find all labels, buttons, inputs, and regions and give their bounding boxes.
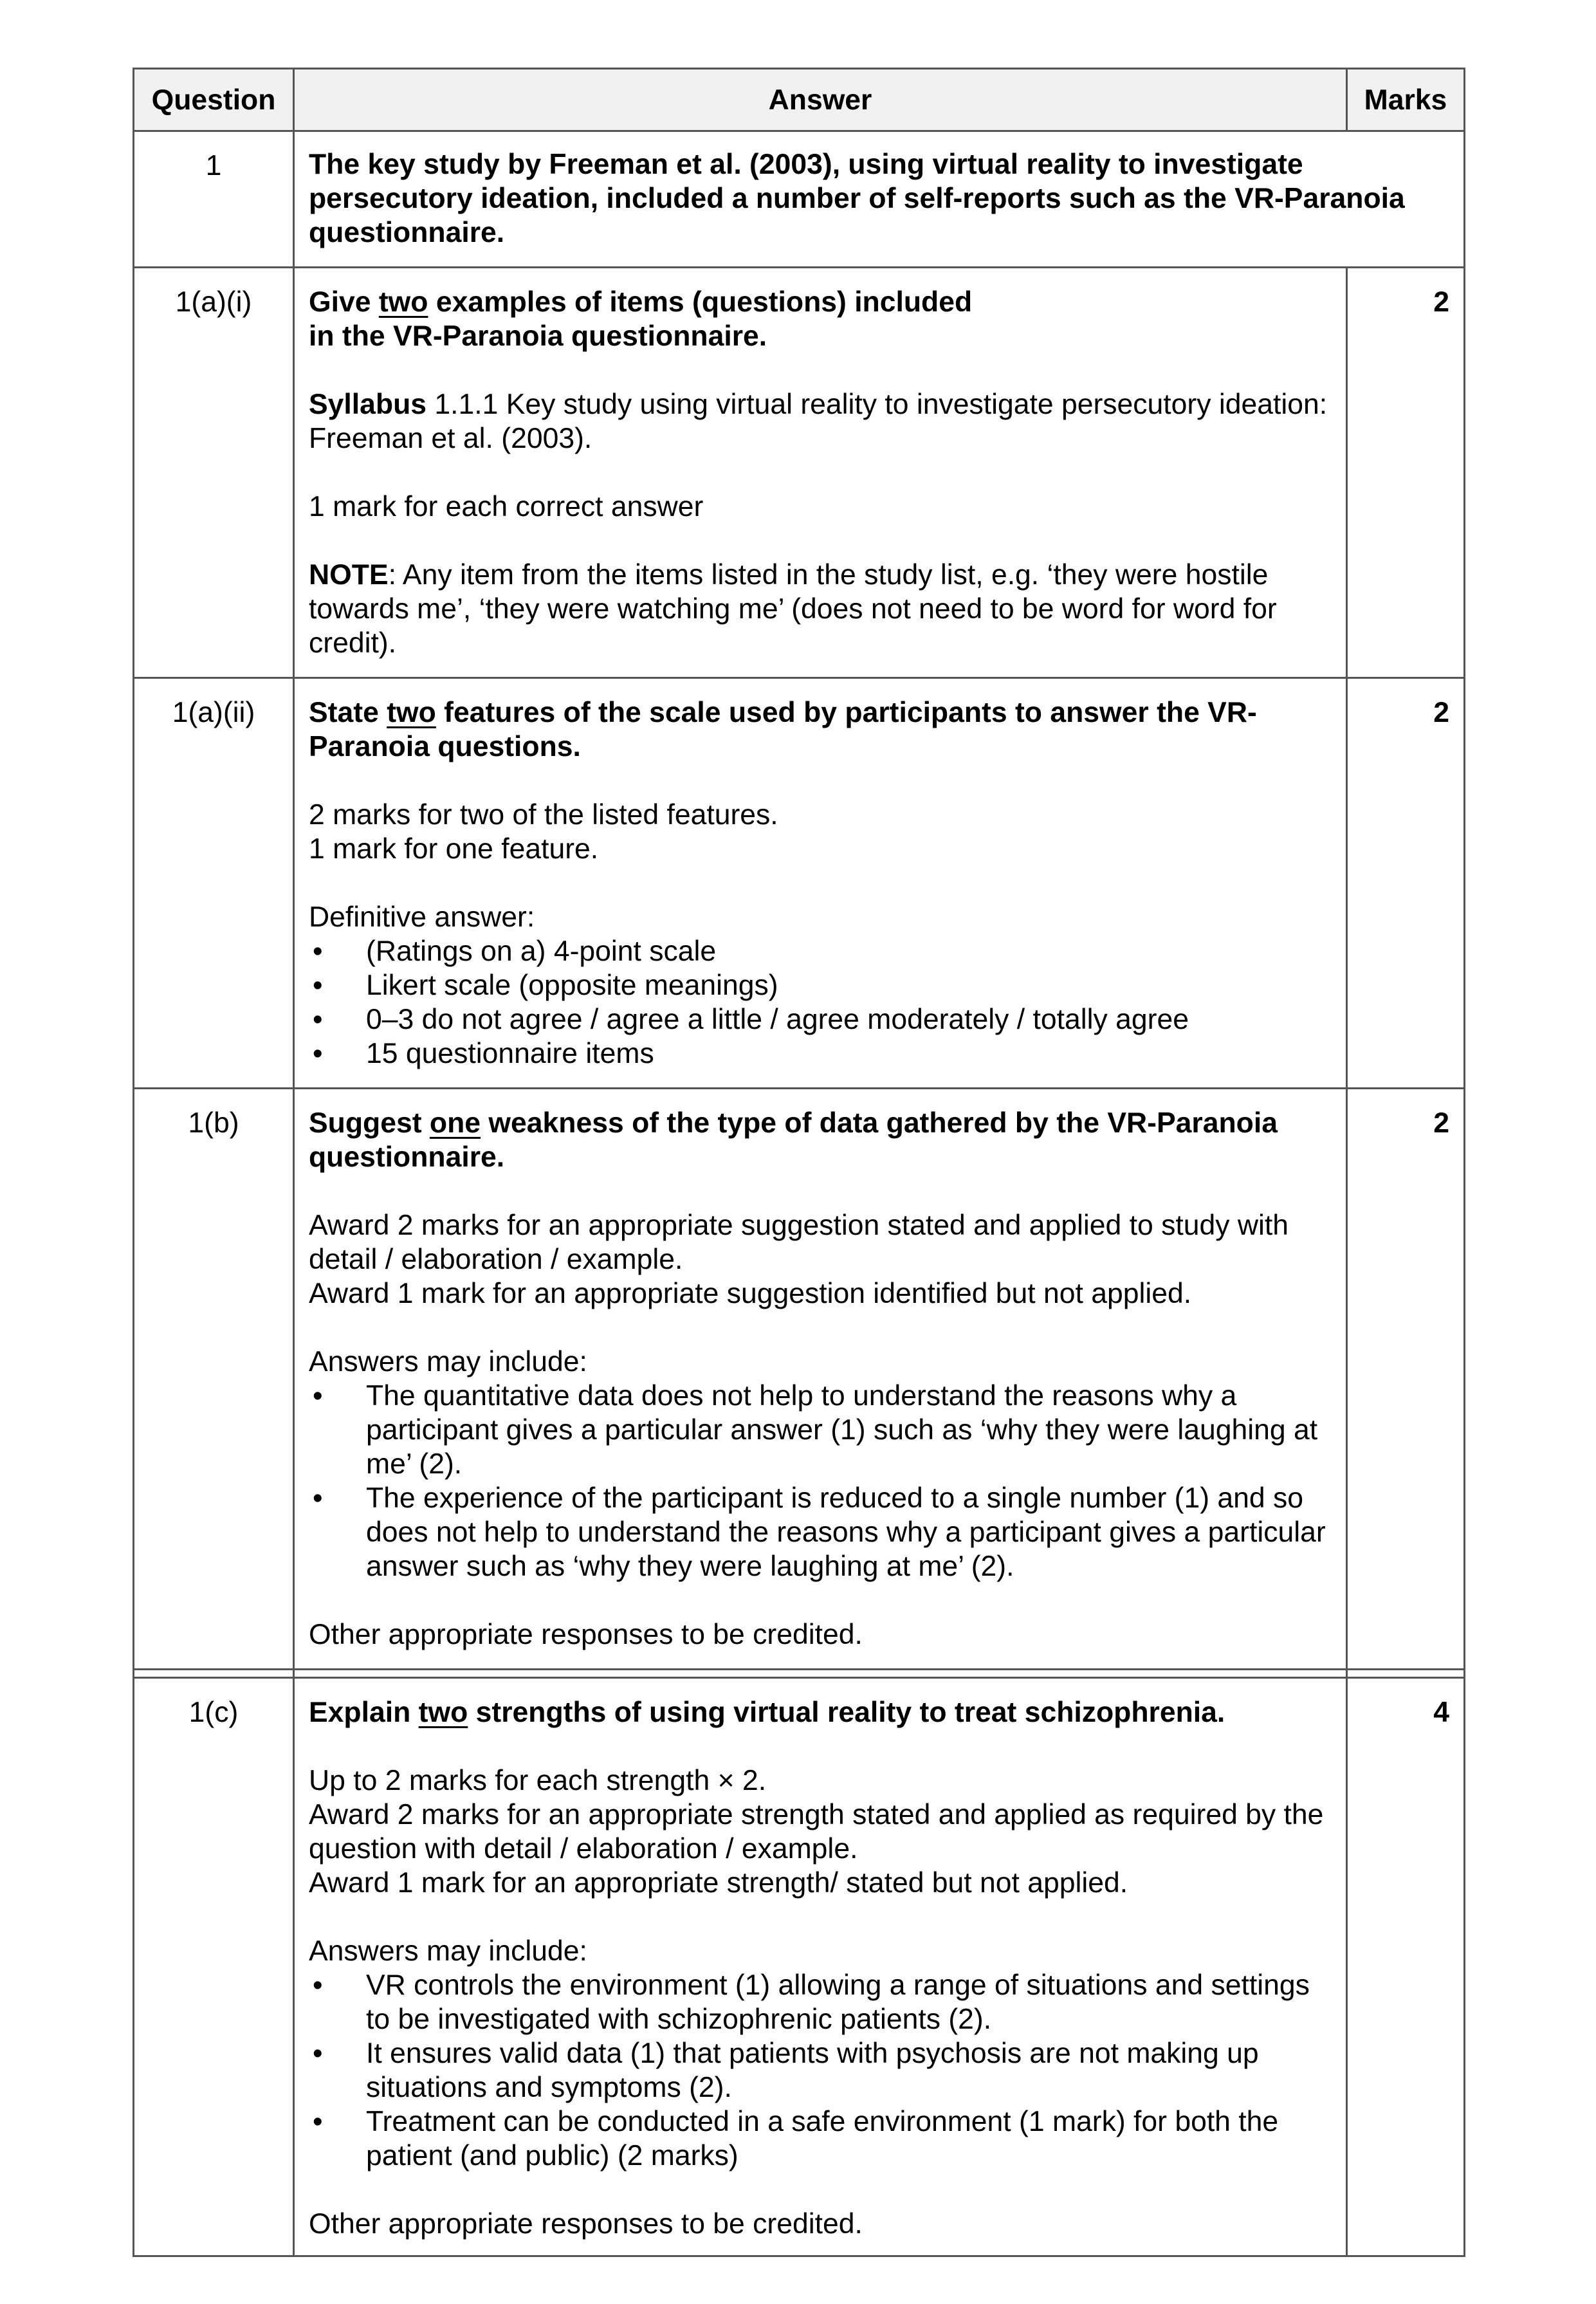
- question-number: 1(a)(ii): [134, 678, 294, 1089]
- question-number: 1: [134, 131, 294, 268]
- header-marks: Marks: [1347, 69, 1465, 131]
- footer-note: Other appropriate responses to be credited.: [309, 1619, 863, 1650]
- note: [309, 558, 1332, 660]
- list-item: • 15 questionnaire items: [309, 1037, 1332, 1071]
- mark-line: Award 1 mark for an appropriate suggestion identified but not applied.: [309, 1278, 1192, 1309]
- answer-cell: [294, 268, 1347, 678]
- mark-line: 2 marks for two of the listed features.: [309, 799, 778, 831]
- mark-line: Award 1 mark for an appropriate strength/ stated but not applied.: [309, 1867, 1128, 1899]
- syllabus-text: 1.1.1 Key study using virtual reality to investigate persecutory ideation: Freeman et al. (2003).: [309, 389, 1328, 454]
- question-intro: [294, 131, 1465, 268]
- list-item: • Likert scale (opposite meanings): [309, 968, 1332, 1002]
- row-separator: [134, 1670, 1465, 1678]
- note-label: NOTE: [309, 559, 389, 591]
- header-question: Question: [134, 69, 294, 131]
- mark-guidance: [309, 1208, 1332, 1311]
- marks-value: 4: [1347, 1678, 1465, 2256]
- prompt-emphasis: two: [418, 1697, 468, 1728]
- mark-guidance: [309, 798, 1332, 866]
- question-prompt: [309, 696, 1332, 764]
- answer-list: [309, 934, 1332, 1071]
- mark-guidance: 1 mark for each correct answer: [309, 491, 704, 522]
- mark-line: Award 2 marks for an appropriate suggestion stated and applied to study with detail / elaboration / example.: [309, 1210, 1289, 1275]
- prompt-emphasis: two: [378, 286, 428, 318]
- prompt-text: strengths of using virtual reality to treat schizophrenia.: [468, 1697, 1225, 1728]
- question-prompt: [309, 285, 1332, 353]
- list-item: • Treatment can be conducted in a safe environment (1 mark) for both the patient (and public) (2 marks): [309, 2105, 1332, 2173]
- marks-value: 2: [1347, 678, 1465, 1089]
- prompt-emphasis: one: [429, 1107, 481, 1139]
- answer-list: [309, 1968, 1332, 2173]
- mark-guidance: [309, 1764, 1332, 1900]
- list-heading: Definitive answer:: [309, 901, 535, 933]
- list-item: • It ensures valid data (1) that patients with psychosis are not making up situations and symptoms (2).: [309, 2036, 1332, 2105]
- question-prompt: [309, 1695, 1332, 1729]
- mark-scheme-table: [133, 68, 1465, 2257]
- note-text: : Any item from the items listed in the study list, e.g. ‘they were hostile towards me’, ‘they were watching me’ (does not need to be word for word for credit).: [309, 559, 1277, 659]
- list-heading: Answers may include:: [309, 1935, 587, 1967]
- marks-value: 2: [1347, 1089, 1465, 1670]
- list-item: • VR controls the environment (1) allowing a range of situations and settings to be investigated with schizophrenic patients (2).: [309, 1968, 1332, 2036]
- table-row: [134, 131, 1465, 268]
- prompt-text: weakness of the type of data gathered by the VR-Paranoia questionnaire.: [309, 1107, 1278, 1173]
- list-item: • The quantitative data does not help to understand the reasons why a participant gives a particular answer (1) such as ‘why they were laughing at me’ (2).: [309, 1379, 1332, 1481]
- question-number: 1(b): [134, 1089, 294, 1670]
- question-number: 1(a)(i): [134, 268, 294, 678]
- list-item: • (Ratings on a) 4-point scale: [309, 934, 1332, 968]
- prompt-text: features of the scale used by participants to answer the VR-Paranoia questions.: [309, 697, 1257, 762]
- list-heading: Answers may include:: [309, 1346, 587, 1378]
- intro-text: The key study by Freeman et al. (2003), using virtual reality to investigate persecutory ideation, included a number of self-reports such as the VR-Paranoia questionnaire.: [309, 149, 1405, 248]
- syllabus-reference: [309, 387, 1332, 456]
- answer-list: [309, 1379, 1332, 1583]
- prompt-emphasis: two: [387, 697, 436, 728]
- table-row: [134, 268, 1465, 678]
- question-number: 1(c): [134, 1678, 294, 2256]
- mark-line: 1 mark for one feature.: [309, 833, 599, 865]
- answer-cell: [294, 1089, 1347, 1670]
- prompt-text: Give: [309, 286, 379, 318]
- mark-line: Award 2 marks for an appropriate strength stated and applied as required by the question with detail / elaboration / example.: [309, 1799, 1324, 1865]
- prompt-text: examples of items (questions) included in the VR-Paranoia questionnaire.: [309, 286, 973, 352]
- marks-value: 2: [1347, 268, 1465, 678]
- footer-note: Other appropriate responses to be credited.: [309, 2208, 863, 2240]
- list-item: • 0–3 do not agree / agree a little / agree moderately / totally agree: [309, 1002, 1332, 1037]
- syllabus-label: Syllabus: [309, 389, 427, 420]
- question-prompt: [309, 1106, 1332, 1174]
- prompt-text: Suggest: [309, 1107, 430, 1139]
- table-row: [134, 1089, 1465, 1670]
- list-item: • The experience of the participant is reduced to a single number (1) and so does not help to understand the reasons why a participant gives a particular answer such as ‘why they were laughing at me’ (2).: [309, 1481, 1332, 1583]
- header-answer: Answer: [294, 69, 1347, 131]
- prompt-text: State: [309, 697, 387, 728]
- answer-cell: [294, 1678, 1347, 2256]
- answer-cell: [294, 678, 1347, 1089]
- table-row: [134, 678, 1465, 1089]
- table-row: [134, 1678, 1465, 2256]
- prompt-text: Explain: [309, 1697, 419, 1728]
- mark-line: Up to 2 marks for each strength × 2.: [309, 1765, 767, 1796]
- header-row: [134, 69, 1465, 131]
